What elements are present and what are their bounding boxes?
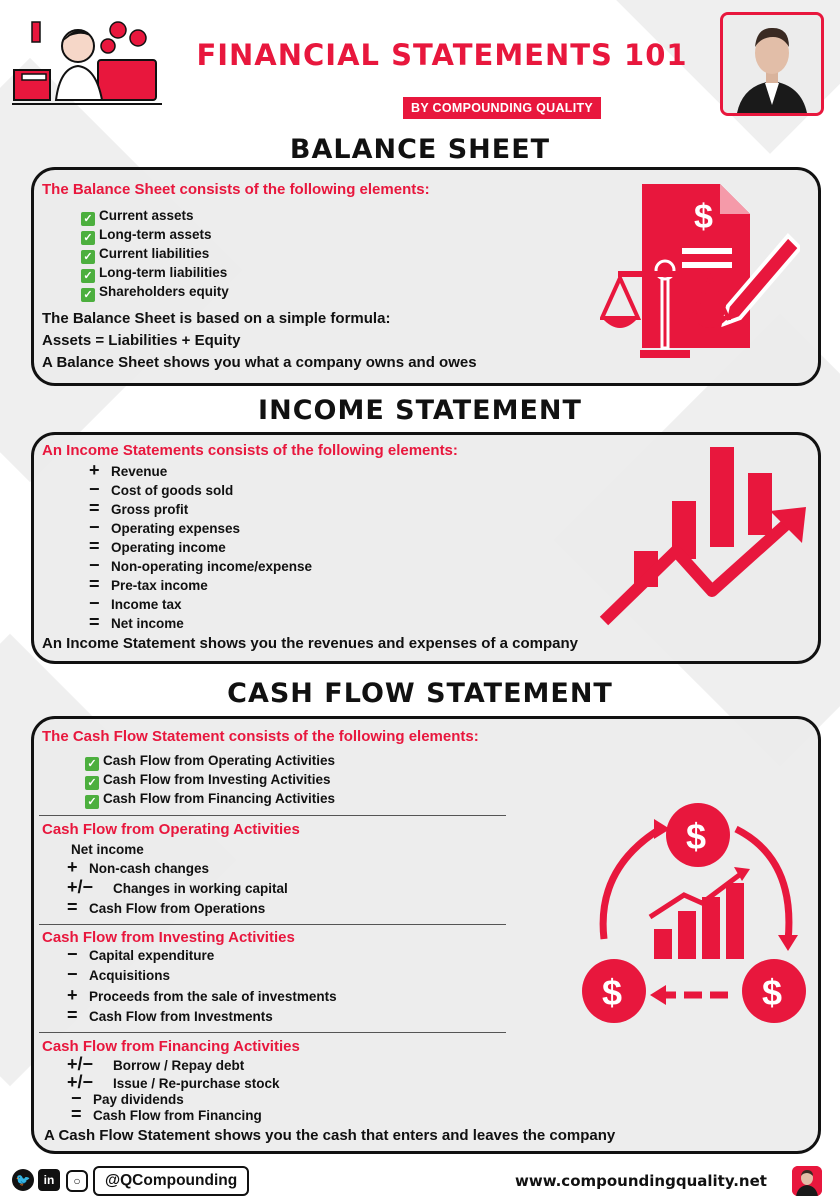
list-item: + Non-cash changes [67,857,210,877]
section-title-balance: BALANCE SHEET [289,134,551,165]
balance-sheet-card [31,167,821,386]
financing-heading: Cash Flow from Financing Activities [42,1038,300,1055]
list-item: +/− Borrow / Repay debt [67,1054,245,1074]
twitter-icon[interactable]: 🐦 [12,1169,34,1191]
list-item: = Cash Flow from Investments [67,1005,273,1025]
cash-flow-card [31,716,821,1154]
section-title-income: INCOME STATEMENT [258,395,582,426]
dollar-cycle-growth-icon [574,799,814,1039]
check-icon: ✓ [81,288,95,302]
check-icon: ✓ [85,757,99,771]
check-icon: ✓ [85,776,99,790]
list-item: − Acquisitions [67,964,171,984]
check-icon: ✓ [81,231,95,245]
author-portrait [720,12,824,116]
header [0,0,840,125]
svg-text:$: $ [686,816,707,857]
formula: Assets = Liabilities + Equity [42,332,241,349]
check-icon: ✓ [81,250,95,264]
list-item: ✓ Cash Flow from Operating Activities [85,753,335,771]
income-heading: An Income Statements consists of the following elements: [42,442,458,459]
list-item: − Operating expenses [89,517,241,537]
cashflow-heading: The Cash Flow Statement consists of the following elements: [42,728,479,745]
instagram-icon[interactable]: ○ [66,1170,88,1192]
check-icon: ✓ [81,269,95,283]
list-item: Net income [71,842,144,857]
svg-text:$: $ [602,972,623,1013]
list-item: +/− Issue / Re-purchase stock [67,1072,280,1092]
list-item: − Cost of goods sold [89,479,234,499]
check-icon: ✓ [81,212,95,226]
list-item: − Income tax [89,593,182,613]
list-item: = Gross profit [89,498,189,518]
linkedin-icon[interactable]: in [38,1169,60,1191]
social-handle[interactable]: @QCompounding [93,1166,249,1196]
list-item: ✓ Shareholders equity [81,284,229,302]
list-item: = Cash Flow from Financing [71,1104,262,1124]
website-link[interactable]: www.compoundingquality.net [515,1172,767,1190]
balance-sheet-document-scale-icon [600,178,800,368]
list-item: ✓ Cash Flow from Investing Activities [85,772,331,790]
investing-heading: Cash Flow from Investing Activities [42,929,295,946]
list-item: = Cash Flow from Operations [67,897,266,917]
list-item: ✓ Current assets [81,208,194,226]
list-item: +/− Changes in working capital [67,877,288,897]
list-item: + Proceeds from the sale of investments [67,985,337,1005]
avatar [792,1166,822,1196]
formula-intro: The Balance Sheet is based on a simple formula: [42,310,391,327]
divider [39,1032,506,1033]
income-statement-card [31,432,821,664]
svg-text:$: $ [762,972,783,1013]
list-item: ✓ Long-term assets [81,227,212,245]
list-item: + Revenue [89,460,168,480]
list-item: = Net income [89,612,184,632]
list-item: ✓ Long-term liabilities [81,265,227,283]
footer [0,1163,840,1200]
section-title-cashflow: CASH FLOW STATEMENT [227,678,613,709]
divider [39,924,506,925]
check-icon: ✓ [85,795,99,809]
list-item: = Operating income [89,536,226,556]
income-summary: An Income Statement shows you the revenues and expenses of a company [42,635,578,652]
rising-bar-chart-arrow-icon [594,441,814,641]
byline-badge: BY COMPOUNDING QUALITY [403,97,601,119]
balance-summary: A Balance Sheet shows you what a company owns and owes [42,354,477,371]
list-item: − Capital expenditure [67,944,215,964]
svg-text:$: $ [694,198,713,236]
list-item: ✓ Current liabilities [81,246,209,264]
list-item: − Pay dividends [71,1088,184,1108]
operating-heading: Cash Flow from Operating Activities [42,821,300,838]
page-title: FINANCIAL STATEMENTS 101 [196,38,688,72]
list-item: = Pre-tax income [89,574,208,594]
divider [39,815,506,816]
balance-heading: The Balance Sheet consists of the following elements: [42,181,430,198]
person-laptop-illustration-icon [12,12,162,112]
cashflow-summary: A Cash Flow Statement shows you the cash that enters and leaves the company [44,1127,616,1144]
list-item: ✓ Cash Flow from Financing Activities [85,791,335,809]
list-item: − Non-operating income/expense [89,555,313,575]
